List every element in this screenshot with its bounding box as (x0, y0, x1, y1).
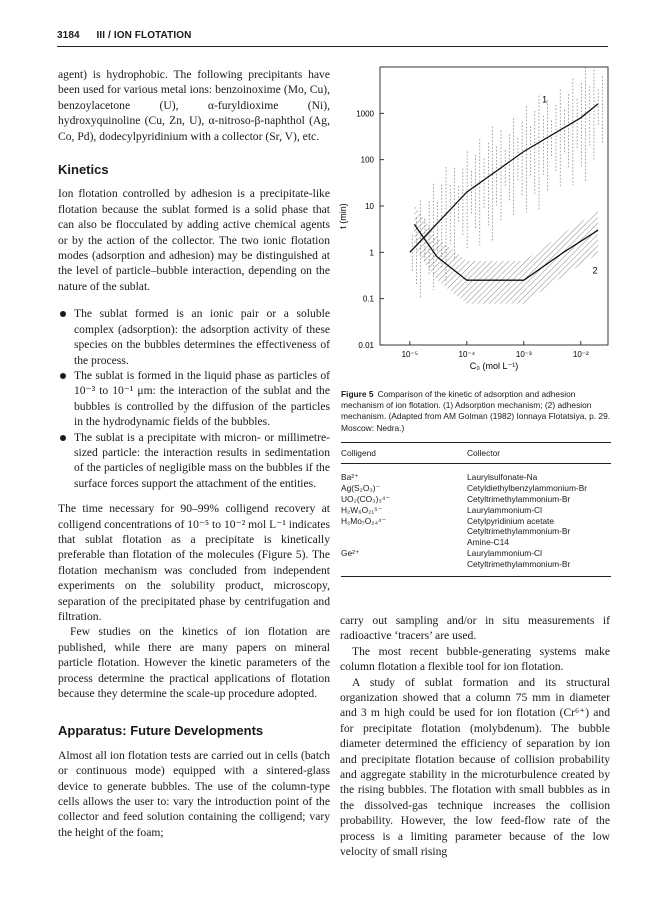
y-tick-label: 100 (360, 155, 374, 165)
table-cell: Laurylammonium-Cl (467, 504, 542, 515)
table-cell: Cetyltrimethylammonium-Br (467, 559, 611, 576)
bullet-item: The sublat is formed in the liquid phase as particles of 10⁻³ to 10⁻¹ μm: the interaction of the sublat and the bubbles is controlled by the diffusion of the particles in the hydrodynamic fields of the bubbles. (58, 368, 330, 430)
table-cell: Cetyltrimethylammonium-Br (467, 526, 571, 537)
kinetics-paragraph: Ion flotation controlled by adhesion is a precipitate-like flotation because the sublat formed is a solid phase that can also be flocculated by adding active chemical agents or by the action of the collector. The two ionic flotation modes (adsorption and adhesion) may be distinguished at the level of particle–bubble interaction, depending on the nature of the sublat. (58, 187, 330, 293)
running-header (57, 30, 191, 41)
page-number: 3184 (57, 30, 80, 41)
table-cell: H₂Mo₇O₂₄⁴⁻ (341, 515, 387, 526)
y-tick-label: 1000 (356, 109, 374, 119)
table-row (341, 559, 611, 576)
few-studies-paragraph: Few studies on the kinetics of ion flotation are published, while there are many papers on mineral particle flotation. However the kinetic parameters of the process determine the practical applications of flotation because they determine the scale-up procedure adopted. (58, 625, 330, 701)
x-tick-label: 10⁻² (572, 350, 589, 359)
table-header-row (341, 443, 611, 464)
table-row (341, 483, 611, 494)
bullet-item: The sublat is a precipitate with micron- or millimetre-sized particle: the interaction results in sedimentation of the particles of negligible mass on the bubbles if the surface forces support the attachment of the entities. (58, 430, 330, 492)
table-row (341, 505, 611, 516)
table-cell: Amine-C14 (467, 537, 509, 548)
time-paragraph: The time necessary for 90–99% colligend recovery at colligend concentrations of 10⁻⁵ to 10⁻² mol L⁻¹ indicates that sublat flotation as a precipitate is kinetically preferable than flotation of the molecules (Figure 5). The flotation mechanism was concluded from independent experiments on the solubility product, microscopy, separation of the precipitated phase by centrifugation and filtration. (58, 502, 330, 623)
table-cell: Ge²⁺ (341, 548, 360, 559)
series-2-label: 2 (592, 265, 598, 276)
x-axis-label: C₀ (mol L⁻¹) (469, 361, 519, 371)
table-cell: H₂W₆O₂₁⁵⁻ (341, 504, 383, 515)
table-cell: Cetyldiethylbenzylammonium-Br (467, 482, 588, 493)
table-cell: Cetylpyridinium acetate (467, 515, 555, 526)
x-tick-label: 10⁻³ (515, 350, 532, 359)
table-header-colligend: Colligend (341, 443, 467, 464)
y-tick-label: 0.01 (358, 341, 374, 350)
running-title: III / ION FLOTATION (96, 30, 192, 41)
table-row (341, 516, 611, 527)
table-row (341, 526, 611, 537)
caption-label: Figure 5 (341, 389, 374, 399)
figure-caption (341, 389, 611, 434)
study-paragraph: A study of sublat formation and its structural organization showed that a column 75 mm in diameter and 3 m high could be used for ion flotation (Cr⁶⁺) and for precipitate flotation (molybdenum). The bubble diameter determined the efficiency of separation by ion and precipitate flotation because of collision probability and aggregate stability in the microturbulence created by the rising bubbles. The flotation with small bubbles as in the dissolved-gas technique increases the collision probability. However, the low feed-flow rate of the process is a limiting parameter because of the low velocity of small rising (340, 675, 610, 859)
kinetics-heading: Kinetics (58, 162, 109, 178)
table-cell: Cetyltrimethylammonium-Br (467, 493, 571, 504)
table-row (341, 537, 611, 548)
bubble-paragraph: The most recent bubble-generating systems make column flotation a flexible tool for ion flotation. (340, 644, 610, 674)
series-1-label: 1 (542, 94, 548, 105)
axis-ticks (356, 109, 589, 359)
y-axis-label: t (min) (338, 203, 348, 229)
table-cell: Ba²⁺ (341, 471, 359, 482)
colligend-collector-table (341, 442, 611, 577)
apparatus-heading: Apparatus: Future Developments (58, 723, 264, 739)
header-rule (57, 46, 608, 47)
y-tick-label: 1 (369, 248, 374, 258)
table-cell (341, 526, 467, 537)
table-row (341, 494, 611, 505)
intro-paragraph: agent) is hydrophobic. The following precipitants have been used for various metal ions: benzoinoxime (Mo, Cu), benzoylacetone (U), α-furyldioxime (Ni), hydroxyquinoline (Cu, Zn, U), α-nitroso-β-naphthol (Ag, Co, Pd), dodecylpyridinium with a collector (Sr, V), etc. (58, 68, 330, 143)
table-cell: Laurylammonium-Cl (467, 548, 542, 559)
table-header-collector: Collector (467, 443, 611, 464)
x-tick-label: 10⁻⁵ (401, 350, 419, 359)
apparatus-paragraph: Almost all ion flotation tests are carried out in cells (batch or continuous mode) equipped with a sintered-glass device to generate bubbles. The use of the column-type cells allows the user to: vary the introduction point of the collector and feed solution containing the colligend; vary the height of the foam; (58, 748, 330, 839)
y-tick-label: 0.1 (362, 294, 374, 304)
bullet-item: The sublat formed is an ionic pair or a soluble complex (adsorption): the adsorption activity of these species on the bubbles determines the effectiveness of the process. (58, 306, 330, 368)
figure-5-chart (330, 55, 650, 385)
bullet-list (58, 306, 330, 491)
y-tick-label: 10 (365, 202, 374, 211)
left-column (58, 67, 330, 840)
table-cell: UO₂(CO₃)₃⁴⁻ (341, 493, 390, 504)
continuation-paragraph: carry out sampling and/or in situ measurements if radioactive ‘tracers’ are used. (340, 614, 610, 643)
right-column (340, 613, 610, 860)
table-cell: Laurylsulfonate-Na (467, 471, 538, 482)
caption-text: Comparison of the kinetic of adsorption and adhesion mechanism of ion flotation. (1) Adsorption mechanism; (2) adhesion mechanism. (Adapted from AM Golman (1982) Ionnaya Flotatsiya, p. 29. Moscow: Nedra.) (341, 389, 611, 433)
table-row (341, 463, 611, 482)
x-tick-label: 10⁻⁴ (458, 350, 476, 359)
table-row (341, 548, 611, 559)
table-cell (341, 537, 467, 548)
table-cell: Ag(S₂O₃)⁻ (341, 482, 381, 493)
table-cell (341, 559, 467, 576)
